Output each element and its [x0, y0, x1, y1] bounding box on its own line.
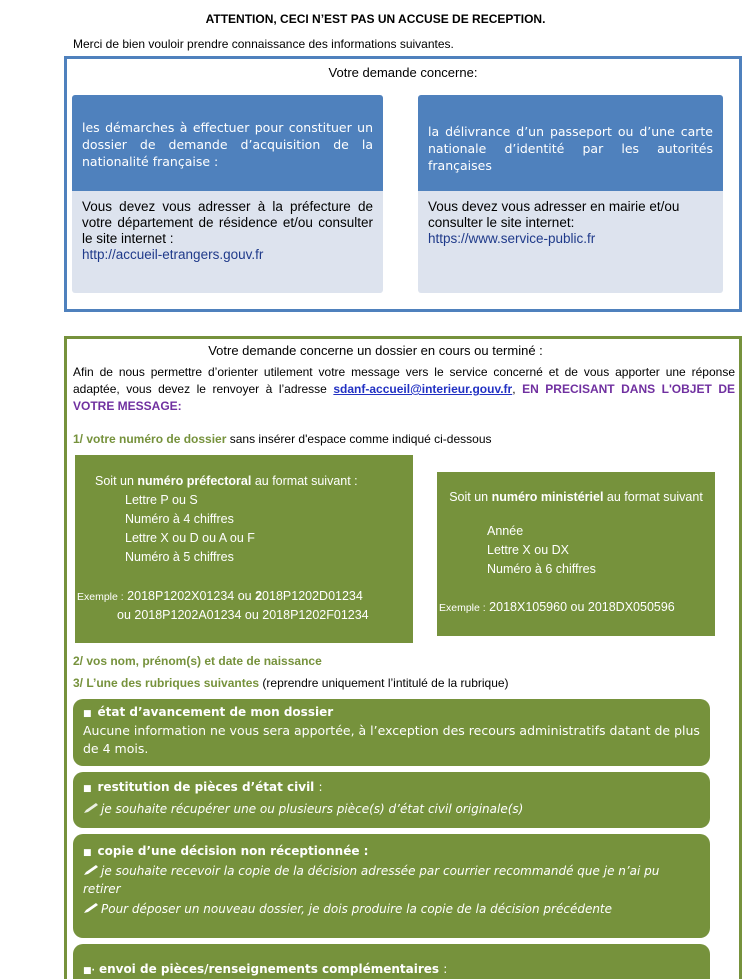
email-link[interactable]: sdanf-accueil@interieur.gouv.fr — [333, 382, 513, 396]
rubric-civil-status[interactable] — [73, 772, 710, 828]
prefectoral-items — [125, 491, 255, 567]
rubric-decision-copy-line-2 — [83, 900, 700, 918]
rubric-decision-copy[interactable] — [73, 834, 710, 938]
prefectoral-item: Lettre X ou D ou A ou F — [125, 531, 255, 545]
ministeriel-bold: numéro ministériel — [491, 490, 604, 504]
rubric-decision-copy-line-1 — [83, 862, 700, 898]
step-1 — [73, 432, 492, 446]
ministeriel-example-label: Exemple : — [439, 602, 486, 614]
card-passport-body — [418, 191, 723, 293]
rubric-progress[interactable] — [73, 699, 710, 766]
rubric-progress-text: Aucune information ne vous sera apportée, à l’exception des recours administratifs datant de plus de 4 mois. — [83, 723, 700, 756]
pencil-icon — [83, 864, 99, 876]
prefectoral-example-bold: 2 — [255, 589, 263, 603]
ministeriel-item: Numéro à 6 chiffres — [487, 562, 596, 576]
prefectoral-lead-text: Soit un — [95, 474, 134, 488]
step-3-text: (reprendre uniquement l’intitulé de la rubrique) — [262, 676, 509, 690]
instructions-separator: , — [512, 382, 516, 396]
step-3 — [73, 676, 509, 690]
rubric-decision-copy-text-1: je souhaite recevoir la copie de la décision adressée par courrier recommandé que je n’ai pu retirer — [83, 864, 660, 896]
instructions-paragraph — [73, 364, 735, 415]
prefectoral-item: Numéro à 4 chiffres — [125, 512, 234, 526]
card-nationality — [72, 95, 383, 293]
step-2: 2/ vos nom, prénom(s) et date de naissance — [73, 654, 322, 668]
rubric-additional-documents-title-text: envoi de pièces/renseignements complémentaires — [98, 962, 440, 976]
rubric-additional-documents-title: ■· envoi de pièces/renseignements complémentaires : — [83, 962, 448, 976]
rubric-progress-title: ■ état d’avancement de mon dossier — [83, 705, 334, 719]
ministeriel-item: Année — [487, 524, 524, 538]
ministeriel-format-box — [437, 472, 715, 636]
rubric-decision-copy-text-2: Pour déposer un nouveau dossier, je dois produire la copie de la décision précédente — [101, 902, 613, 916]
instructions-text: Afin de nous permettre d’orienter utilement votre message vers le service concerné et de vous apporter une réponse adaptée, vous devez le renvoyer à l’adresse — [73, 365, 735, 396]
step-3-label: 3/ L’une des rubriques suivantes — [73, 676, 260, 690]
card-passport — [418, 95, 723, 293]
rubric-civil-status-text: je souhaite récupérer une ou plusieurs pièce(s) d’état civil originale(s) — [101, 802, 524, 816]
service-public-link[interactable]: https://www.service-public.fr — [428, 231, 596, 246]
ministeriel-example — [439, 598, 675, 618]
pencil-icon — [83, 902, 99, 914]
pencil-icon — [83, 802, 99, 814]
prefectoral-example-2: 018P1202D01234 — [262, 589, 363, 603]
card-nationality-text: Vous devez vous adresser à la préfecture de votre département de résidence et/ou consulter le site internet : — [82, 199, 373, 246]
ministeriel-items — [487, 522, 596, 579]
prefectoral-tail: au format suivant : — [254, 474, 358, 488]
ministeriel-item: Lettre X ou DX — [487, 543, 569, 557]
ministeriel-lead — [447, 490, 705, 504]
prefectoral-example-label: Exemple : — [77, 591, 124, 603]
card-passport-text: Vous devez vous adresser en mairie et/ou consulter le site internet: — [428, 199, 680, 230]
prefectoral-format-box — [75, 455, 413, 643]
prefectoral-example-1: 2018P1202X01234 ou — [127, 589, 252, 603]
rubric-additional-documents-title-suffix: : — [443, 962, 448, 976]
card-nationality-heading: les démarches à effectuer pour constituer un dossier de demande d’acquisition de la nationalité française : — [72, 95, 383, 191]
prefectoral-item: Numéro à 5 chiffres — [125, 550, 234, 564]
prefecture-link[interactable]: http://accueil-etrangers.gouv.fr — [82, 247, 264, 262]
rubric-civil-status-title-suffix: : — [318, 780, 323, 794]
ministeriel-lead-text: Soit un — [449, 490, 489, 504]
rubric-additional-documents[interactable] — [73, 944, 710, 979]
prefectoral-bold: numéro préfectoral — [137, 474, 252, 488]
prefectoral-example — [77, 587, 363, 607]
rubric-civil-status-title: ■ restitution de pièces d’état civil : — [83, 780, 323, 794]
rubric-decision-copy-title: ■ copie d’une décision non réceptionnée : — [83, 844, 369, 858]
prefectoral-item: Lettre P ou S — [125, 493, 198, 507]
rubric-civil-status-line — [83, 800, 700, 818]
prefectoral-lead — [95, 472, 358, 491]
instructions-emphasis: EN PRECISANT DANS L'OBJET DE VOTRE MESSAGE: — [73, 382, 735, 413]
rubric-civil-status-title-text: restitution de pièces d’état civil — [97, 780, 315, 794]
prefectoral-example-line2: ou 2018P1202A01234 ou 2018P1202F01234 — [117, 608, 369, 622]
blue-section-title: Votre demande concerne: — [328, 65, 478, 80]
ministeriel-example-value: 2018X105960 ou 2018DX050596 — [489, 600, 675, 614]
card-nationality-body — [72, 191, 383, 293]
page-title: ATTENTION, CECI N’EST PAS UN ACCUSE DE RECEPTION. — [205, 12, 546, 26]
intro-text: Merci de bien vouloir prendre connaissance des informations suivantes. — [73, 37, 454, 51]
rubric-progress-title-text: état d’avancement de mon dossier — [97, 705, 334, 719]
green-section-title: Votre demande concerne un dossier en cours ou terminé : — [208, 343, 543, 358]
card-passport-heading: la délivrance d’un passeport ou d’une carte nationale d’identité par les autorités françaises — [418, 95, 723, 191]
ministeriel-tail: au format suivant — [606, 490, 703, 504]
rubric-decision-copy-title-text: copie d’une décision non réceptionnée : — [97, 844, 369, 858]
step-1-label: 1/ votre numéro de dossier — [73, 432, 227, 446]
step-1-text: sans insérer d'espace comme indiqué ci-dessous — [229, 432, 492, 446]
